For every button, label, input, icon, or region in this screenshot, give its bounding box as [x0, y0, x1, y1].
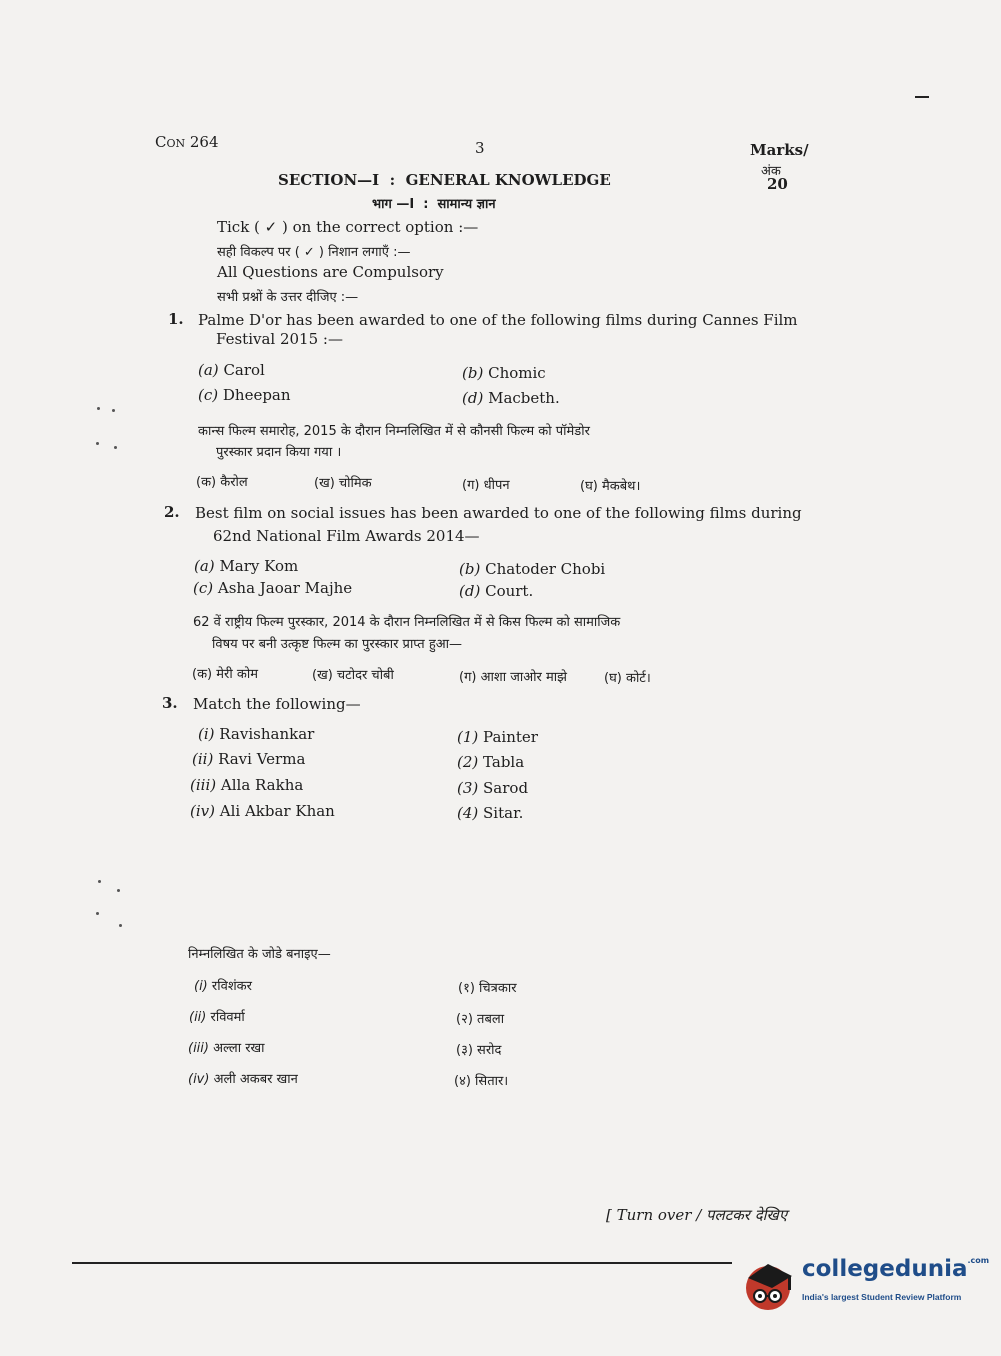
match-right-item: (4) Sitar.	[457, 804, 524, 822]
option-d[interactable]: (d) Court.	[459, 582, 534, 600]
marks-value: 20	[767, 175, 788, 193]
option-ga[interactable]: (ग) आशा जाओर माझे	[459, 670, 567, 685]
scan-speck	[117, 889, 120, 892]
scan-speck	[112, 409, 115, 412]
option-gha[interactable]: (घ) कोर्ट।	[604, 671, 651, 686]
match-left-item-hindi: (iv) अली अकबर खान	[188, 1072, 298, 1087]
scan-speck	[96, 442, 99, 445]
option-ka[interactable]: (क) कैरोल	[196, 475, 248, 490]
collegedunia-watermark	[742, 1252, 990, 1316]
option-b[interactable]: (b) Chatoder Chobi	[459, 560, 606, 578]
match-right-item-hindi: (१) चित्रकार	[458, 981, 517, 996]
option-ka[interactable]: (क) मेरी कोम	[192, 667, 258, 682]
bottom-rule	[72, 1262, 732, 1264]
instruction-tick-hindi: सही विकल्प पर ( ✓ ) निशान लगाएँ :—	[217, 245, 411, 260]
question-text: Palme D'or has been awarded to one of the following films during Cannes Film	[198, 311, 798, 329]
instruction-compulsory: All Questions are Compulsory	[217, 263, 444, 281]
brand-suffix: .com	[967, 1256, 990, 1265]
match-left-item: (i) Ravishankar	[198, 725, 315, 743]
match-right-item-hindi: (३) सरोद	[456, 1043, 502, 1058]
scan-speck	[114, 446, 117, 449]
question-text-hindi: विषय पर बनी उत्कृष्ट फिल्म का पुरस्कार प्राप्त हुआ—	[212, 637, 463, 652]
match-left-item-hindi: (ii) रविवर्मा	[189, 1010, 245, 1025]
question-text: Match the following—	[193, 695, 361, 713]
brand-tagline: India's largest Student Review Platform	[802, 1292, 962, 1302]
match-left-item: (iii) Alla Rakha	[190, 776, 304, 794]
question-number: 1.	[168, 310, 184, 328]
match-right-item: (3) Sarod	[457, 779, 529, 797]
option-d[interactable]: (d) Macbeth.	[462, 389, 560, 407]
question-number: 2.	[164, 503, 180, 521]
marks-label-hindi: अंक	[761, 164, 781, 179]
instruction-compulsory-hindi: सभी प्रश्नों के उत्तर दीजिए :—	[217, 290, 359, 305]
question-text: 62nd National Film Awards 2014—	[213, 527, 480, 545]
option-b[interactable]: (b) Chomic	[462, 364, 546, 382]
brand-name: collegedunia	[802, 1256, 968, 1282]
instruction-tick: Tick ( ✓ ) on the correct option :—	[217, 218, 479, 236]
question-text: Festival 2015 :—	[216, 330, 343, 348]
option-a[interactable]: (a) Mary Kom	[194, 557, 299, 575]
match-right-item-hindi: (२) तबला	[456, 1012, 505, 1027]
option-ga[interactable]: (ग) धीपन	[462, 478, 510, 493]
section-title: SECTION—I : GENERAL KNOWLEDGE	[278, 171, 611, 189]
match-left-item: (iv) Ali Akbar Khan	[190, 802, 335, 820]
paper-code: Con 264	[155, 133, 219, 151]
page-number: 3	[475, 139, 485, 157]
option-c[interactable]: (c) Asha Jaoar Majhe	[193, 579, 353, 597]
option-gha[interactable]: (घ) मैकबेथ।	[580, 479, 641, 494]
match-left-item: (ii) Ravi Verma	[192, 750, 306, 768]
question-text-hindi: 62 वें राष्ट्रीय फिल्म पुरस्कार, 2014 के दौरान निम्नलिखित में से किस फिल्म को सामाजिक	[193, 615, 621, 630]
marks-label: Marks/	[750, 141, 809, 159]
question-text: Best film on social issues has been awarded to one of the following films during	[195, 504, 802, 522]
option-a[interactable]: (a) Carol	[198, 361, 265, 379]
question-text-hindi: पुरस्कार प्रदान किया गया ।	[216, 445, 342, 460]
match-right-item-hindi: (४) सितार।	[454, 1074, 509, 1089]
match-left-item-hindi: (i) रविशंकर	[194, 979, 252, 994]
question-number: 3.	[162, 694, 178, 712]
match-right-item: (2) Tabla	[457, 753, 525, 771]
mascot-icon	[742, 1252, 800, 1314]
match-left-item-hindi: (iii) अल्ला रखा	[188, 1041, 265, 1056]
option-kha[interactable]: (ख) चटोदर चोबी	[312, 668, 394, 683]
match-right-item: (1) Painter	[457, 728, 538, 746]
turn-over-note: [ Turn over / पलटकर देखिए	[606, 1206, 788, 1224]
scan-speck	[97, 407, 100, 410]
option-kha[interactable]: (ख) चोमिक	[314, 476, 372, 491]
scan-speck	[119, 924, 122, 927]
section-title-hindi: भाग —I : सामान्य ज्ञान	[372, 197, 496, 212]
scan-speck	[96, 912, 99, 915]
question-text-hindi: निम्नलिखित के जोडे बनाइए—	[188, 947, 331, 962]
scan-speck	[98, 880, 101, 883]
scan-mark	[915, 96, 929, 98]
option-c[interactable]: (c) Dheepan	[198, 386, 291, 404]
question-text-hindi: कान्स फिल्म समारोह, 2015 के दौरान निम्नलिखित में से कौनसी फिल्म को पॉमेडोर	[198, 424, 590, 439]
